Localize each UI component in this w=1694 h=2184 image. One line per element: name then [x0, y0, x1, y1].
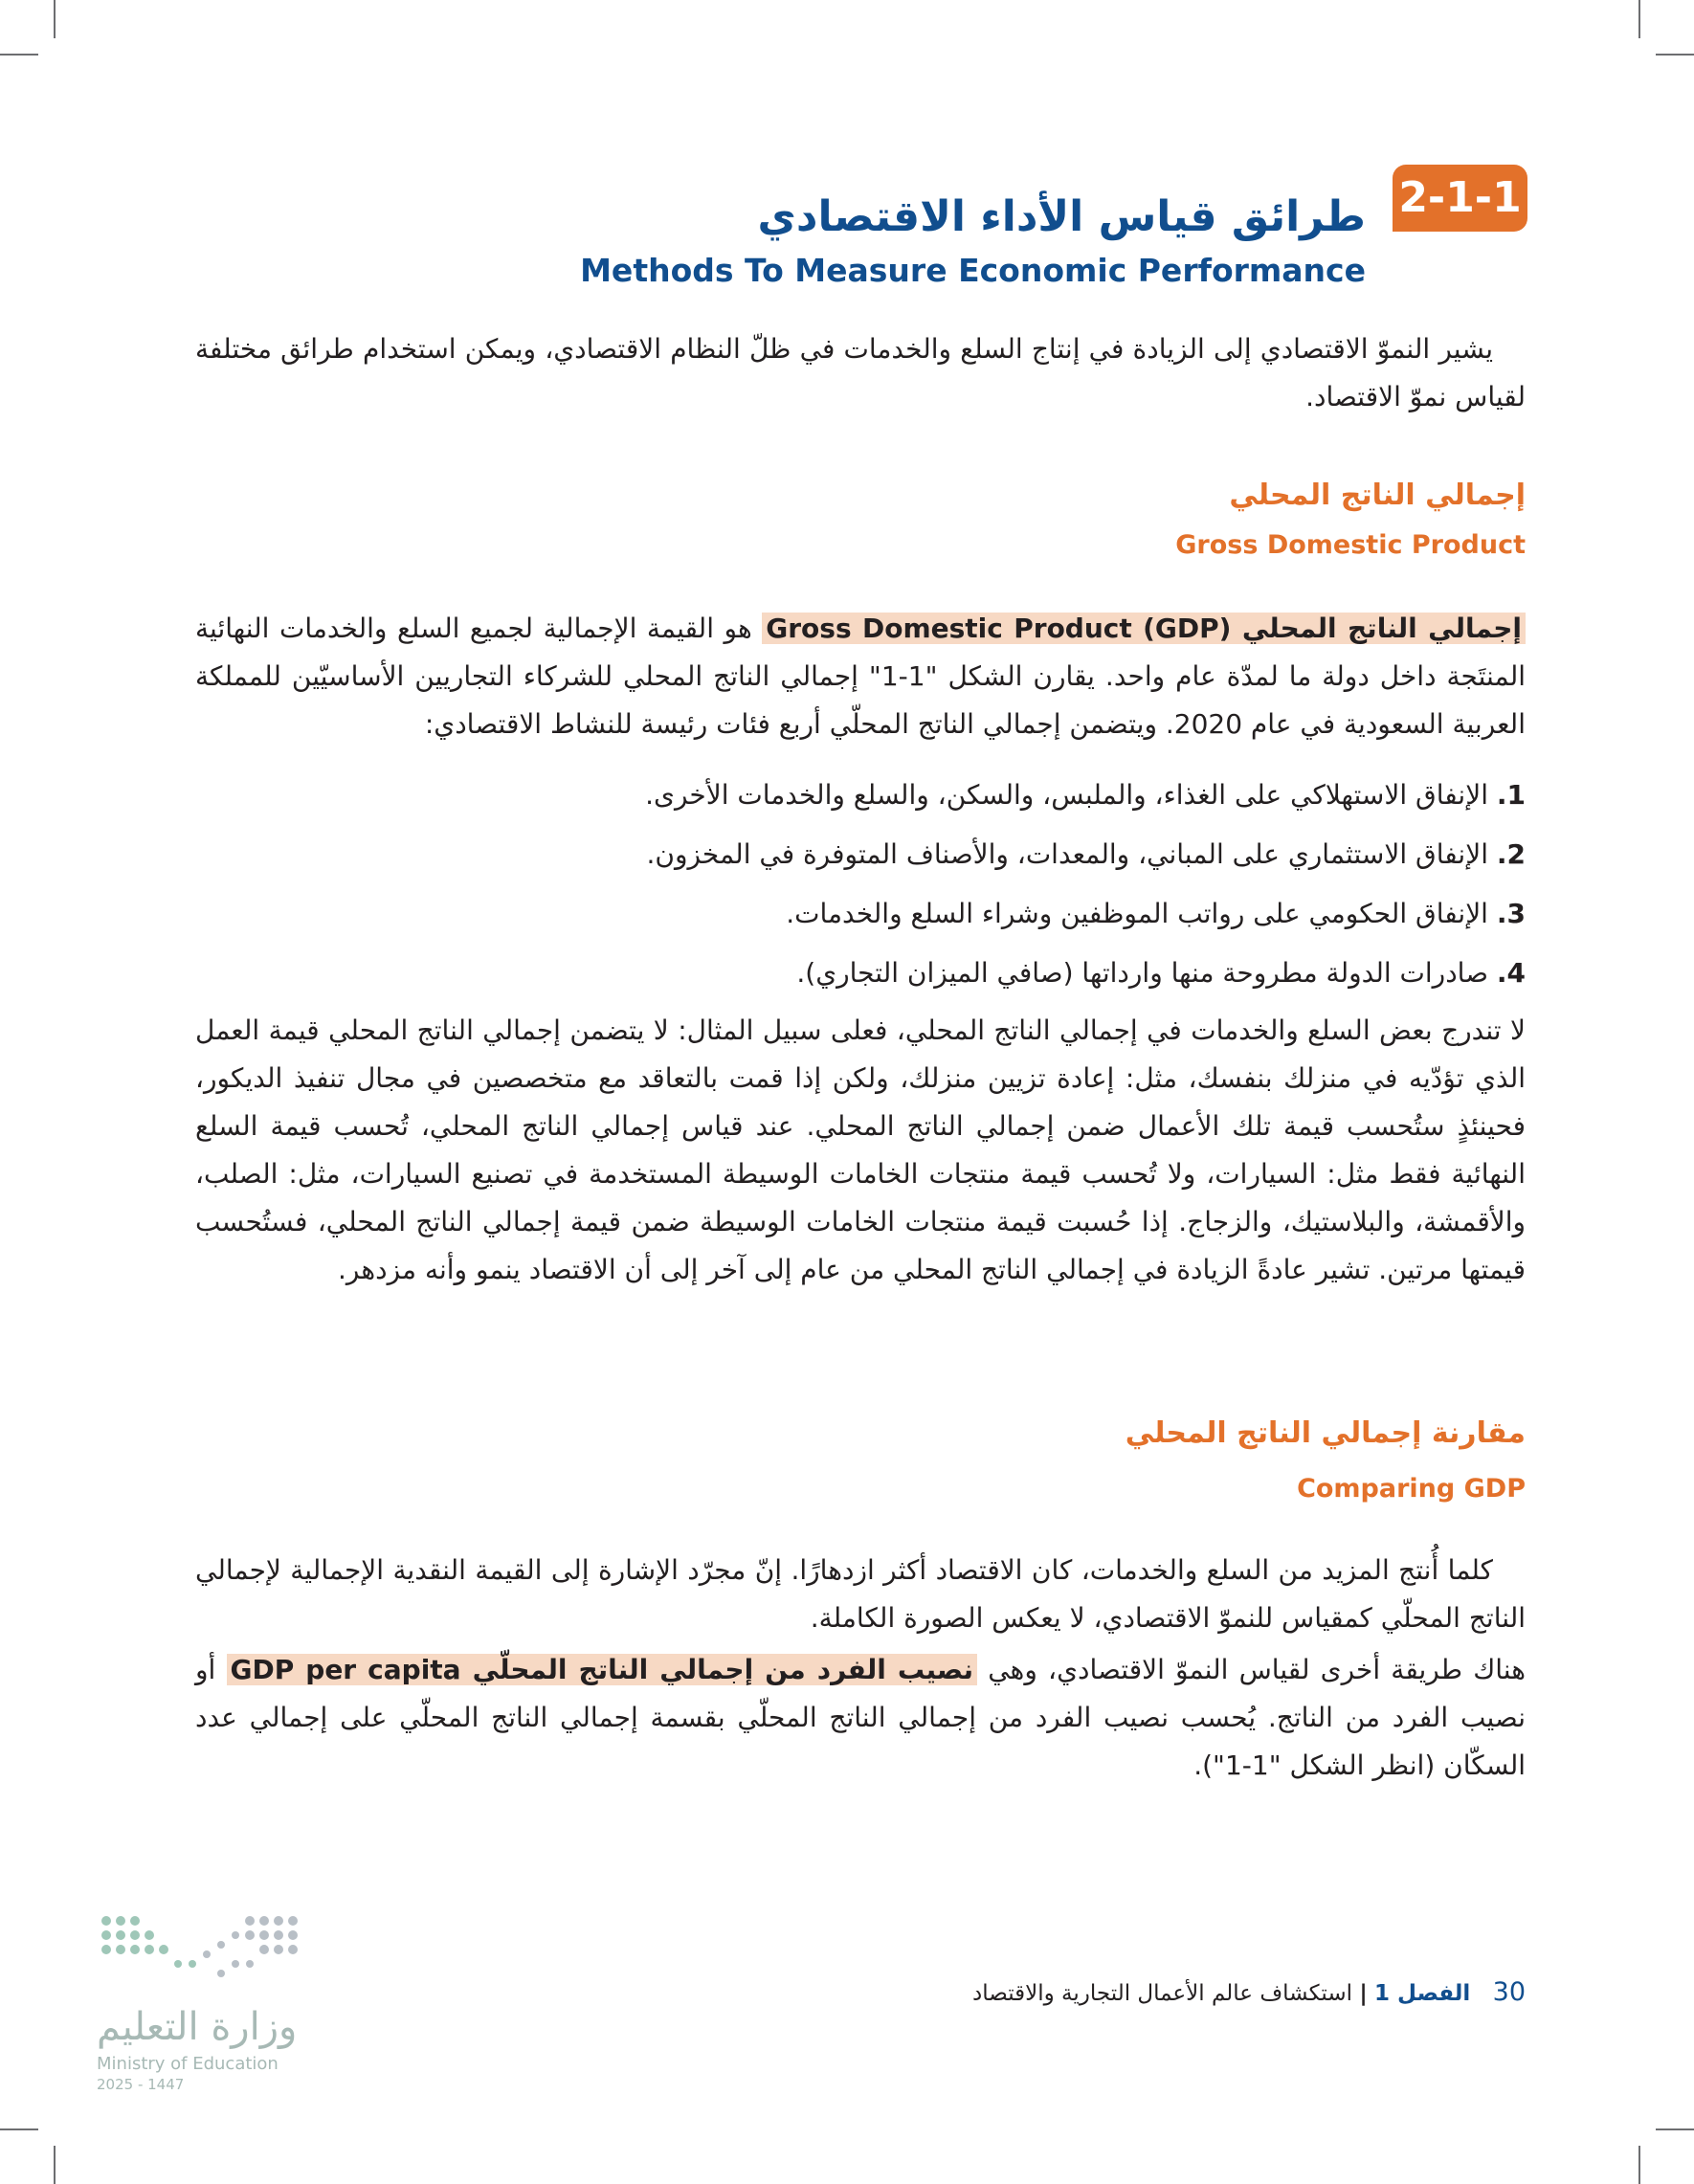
ministry-logo	[92, 1909, 322, 2091]
logo-name-english: Ministry of Education	[97, 2054, 279, 2074]
crop-mark	[0, 54, 38, 56]
per-capita-term-arabic: نصيب الفرد من إجمالي الناتج المحلّي	[472, 1654, 974, 1685]
section-title-arabic: طرائق قياس الأداء الاقتصادي	[757, 192, 1366, 241]
crop-mark	[1656, 54, 1694, 56]
crop-mark	[54, 0, 56, 38]
crop-mark	[1656, 2128, 1694, 2130]
list-item	[195, 944, 1526, 1003]
gdp-definition-paragraph	[195, 605, 1526, 748]
page-number: 30	[1492, 1977, 1526, 2007]
footer-separator: |	[1359, 1981, 1368, 2006]
per-capita-term-english: GDP per capita	[230, 1654, 461, 1685]
list-item-text: الإنفاق الاستثماري على المباني، والمعدات، والأصناف المتوفرة في المخزون.	[646, 838, 1488, 870]
gdp-heading-english: Gross Domestic Product	[1175, 530, 1526, 560]
logo-dots-icon	[92, 1909, 322, 2001]
crop-mark	[1638, 0, 1640, 38]
gdp-components-list	[195, 766, 1526, 1003]
compare-rest-text: أو نصيب الفرد من الناتج. يُحسب نصيب الفرد من إجمالي الناتج المحلّي بقسمة إجمالي الناتج المحلّي على إجمالي عدد السكّان (انظر الشكل "1-1").	[195, 1654, 1526, 1781]
list-item-number: 4.	[1496, 957, 1526, 989]
section-number-badge: 2-1-1	[1393, 165, 1527, 232]
list-item-number: 1.	[1496, 779, 1526, 811]
gdp-term-english: Gross Domestic Product (GDP)	[766, 613, 1232, 644]
list-item	[195, 766, 1526, 825]
list-item	[195, 825, 1526, 884]
gdp-term-highlight	[762, 613, 1526, 644]
list-item-text: الإنفاق الحكومي على رواتب الموظفين وشراء السلع والخدمات.	[786, 898, 1488, 929]
gdp-definition-text: هو القيمة الإجمالية لجميع السلع والخدمات النهائية المنتَجة داخل دولة ما لمدّة عام واحد. يقارن الشكل "1-1" إجمالي الناتج المحلي للشركاء التجاريين الأساسيّين للمملكة العربية السعودية في عام 2020. ويتضمن إجمالي الناتج المحلّي أربع فئات رئيسة للنشاط الاقتصادي:	[195, 613, 1527, 740]
chapter-title: استكشاف عالم الأعمال التجارية والاقتصاد	[972, 1981, 1352, 2006]
list-item	[195, 884, 1526, 944]
crop-mark	[54, 2146, 56, 2184]
gdp-heading-arabic: إجمالي الناتج المحلي	[1229, 479, 1526, 512]
list-item-text: الإنفاق الاستهلاكي على الغذاء، والملبس، والسكن، والسلع والخدمات الأخرى.	[645, 779, 1488, 811]
crop-mark	[0, 2128, 38, 2130]
section-title-english: Methods To Measure Economic Performance	[580, 252, 1366, 289]
intro-paragraph: يشير النموّ الاقتصادي إلى الزيادة في إنتاج السلع والخدمات في ظلّ النظام الاقتصادي، ويمكن استخدام طرائق مختلفة لقياس نموّ الاقتصاد.	[195, 333, 1526, 412]
gdp-term-arabic: إجمالي الناتج المحلي	[1241, 613, 1523, 644]
page-footer	[972, 1975, 1526, 2011]
list-item-number: 2.	[1496, 838, 1526, 870]
per-capita-term-highlight	[227, 1654, 978, 1685]
logo-year: 2025 - 1447	[97, 2076, 185, 2093]
logo-name-arabic: وزارة التعليم	[97, 2005, 298, 2049]
compare-heading-english: Comparing GDP	[1297, 1474, 1526, 1504]
gdp-explanation-paragraph: لا تندرج بعض السلع والخدمات في إجمالي الناتج المحلي، فعلى سبيل المثال: لا يتضمن إجمالي الناتج المحلي قيمة العمل الذي تؤدّيه في منزلك بنفسك، مثل: إعادة تزيين منزلك، ولكن إذا قمت بالتعاقد مع متخصصين في مجال تنفيذ الديكور، فحينئذٍ ستُحسب قيمة تلك الأعمال ضمن إجمالي الناتج المحلي. عند قياس إجمالي الناتج المحلي، تُحسب قيمة السلع النهائية فقط مثل: السيارات، ولا تُحسب قيمة منتجات الخامات الوسيطة المستخدمة في تصنيع السيارات، مثل: الصلب، والأقمشة، والبلاستيك، والزجاج. إذا حُسبت قيمة منتجات الخامات الوسيطة ضمن قيمة إجمالي الناتج المحلي، فستُحسب قيمتها مرتين. تشير عادةً الزيادة في إجمالي الناتج المحلي من عام إلى آخر إلى أن الاقتصاد ينمو وأنه مزدهر.	[195, 1014, 1526, 1285]
compare-heading-arabic: مقارنة إجمالي الناتج المحلي	[1125, 1416, 1526, 1450]
list-item-text: صادرات الدولة مطروحة منها وارداتها (صافي الميزان التجاري).	[796, 957, 1488, 989]
compare-lead-text: هناك طريقة أخرى لقياس النموّ الاقتصادي، وهي	[988, 1654, 1527, 1685]
list-item-number: 3.	[1496, 898, 1526, 929]
compare-paragraph-1: كلما أُنتج المزيد من السلع والخدمات، كان الاقتصاد أكثر ازدهارًا. إنّ مجرّد الإشارة إلى القيمة النقدية الإجمالية لإجمالي الناتج المحلّي كمقياس للنموّ الاقتصادي، لا يعكس الصورة الكاملة.	[195, 1554, 1526, 1634]
crop-mark	[1638, 2146, 1640, 2184]
chapter-label: الفصل 1	[1374, 1981, 1471, 2006]
compare-paragraph-2	[195, 1646, 1526, 1790]
